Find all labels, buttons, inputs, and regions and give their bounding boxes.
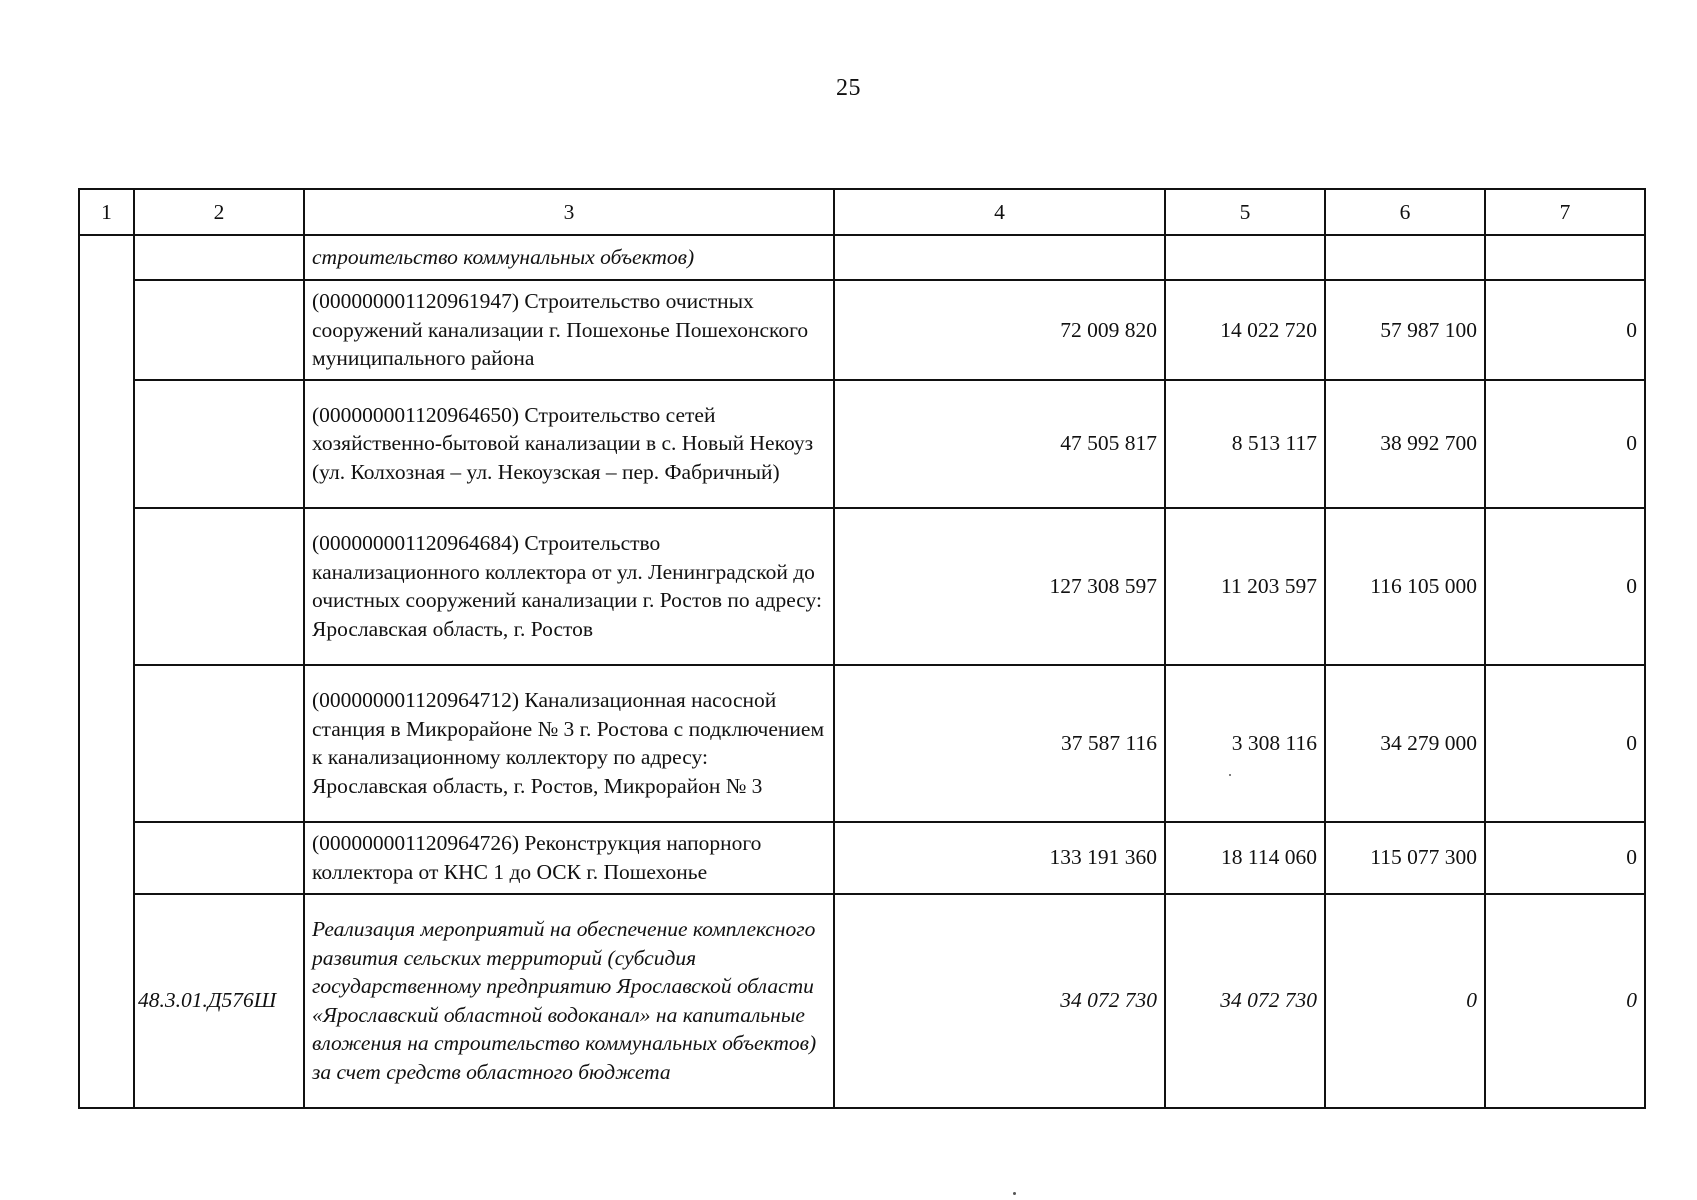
code-cell	[134, 508, 304, 665]
value-cell-5: 11 203 597	[1165, 508, 1325, 665]
column-header-2: 2	[134, 189, 304, 235]
value-cell-7: 0	[1485, 894, 1645, 1108]
total-cell: 34 072 730	[834, 894, 1165, 1108]
description-cell: (000000001120964650) Строительство сетей хозяйственно-бытовой канализации в с. Новый Некоуз (ул. Колхозная – ул. Некоузская – пер. Фабричный)	[304, 380, 834, 508]
value-cell-6: 115 077 300	[1325, 822, 1485, 894]
header-row	[79, 189, 1645, 235]
value-cell-7: 0	[1485, 280, 1645, 380]
description-cell: (000000001120961947) Строительство очистных сооружений канализации г. Пошехонье Пошехонского муниципального района	[304, 280, 834, 380]
value-cell-5: 34 072 730	[1165, 894, 1325, 1108]
column-header-6: 6	[1325, 189, 1485, 235]
value-cell-7: 0	[1485, 822, 1645, 894]
value-cell-6: 0	[1325, 894, 1485, 1108]
value-cell-5: 18 114 060	[1165, 822, 1325, 894]
column-header-1: 1	[79, 189, 134, 235]
value-cell-5	[1165, 235, 1325, 280]
table-row	[79, 665, 1645, 822]
value-cell-7: 0	[1485, 380, 1645, 508]
table-row	[79, 280, 1645, 380]
code-cell	[134, 822, 304, 894]
table-row	[79, 235, 1645, 280]
total-cell	[834, 235, 1165, 280]
description-cell: (000000001120964726) Реконструкция напорного коллектора от КНС 1 до ОСК г. Пошехонье	[304, 822, 834, 894]
description-cell: (000000001120964712) Канализационная насосной станция в Микрорайоне № 3 г. Ростова с подключением к канализационному коллектору по адресу: Ярославская область, г. Ростов, Микрорайон № 3	[304, 665, 834, 822]
scan-speck	[1229, 774, 1231, 776]
description-cell: Реализация мероприятий на обеспечение комплексного развития сельских территорий (субсидия государственному предприятию Ярославской области «Ярославский областной водоканал» на капитальные вложения на строительство коммунальных объектов) за счет средств областного бюджета	[304, 894, 834, 1108]
value-cell-6: 34 279 000	[1325, 665, 1485, 822]
value-cell-6: 38 992 700	[1325, 380, 1485, 508]
value-cell-6: 116 105 000	[1325, 508, 1485, 665]
value-cell-6	[1325, 235, 1485, 280]
column-header-5: 5	[1165, 189, 1325, 235]
scan-speck	[1013, 1192, 1016, 1195]
value-cell-5: 8 513 117	[1165, 380, 1325, 508]
code-cell	[134, 280, 304, 380]
table-row	[79, 894, 1645, 1108]
value-cell-5: 14 022 720	[1165, 280, 1325, 380]
value-cell-5: 3 308 116	[1165, 665, 1325, 822]
code-cell: 48.3.01.Д576Ш	[134, 894, 304, 1108]
code-cell	[134, 235, 304, 280]
value-cell-6: 57 987 100	[1325, 280, 1485, 380]
total-cell: 133 191 360	[834, 822, 1165, 894]
description-cell: (000000001120964684) Строительство канализационного коллектора от ул. Ленинградской до очистных сооружений канализации г. Ростов по адресу: Ярославская область, г. Ростов	[304, 508, 834, 665]
total-cell: 37 587 116	[834, 665, 1165, 822]
row-number-cell	[79, 235, 134, 1108]
code-cell	[134, 665, 304, 822]
description-cell: строительство коммунальных объектов)	[304, 235, 834, 280]
value-cell-7: 0	[1485, 665, 1645, 822]
column-header-3: 3	[304, 189, 834, 235]
total-cell: 127 308 597	[834, 508, 1165, 665]
code-cell	[134, 380, 304, 508]
table-row	[79, 822, 1645, 894]
total-cell: 72 009 820	[834, 280, 1165, 380]
value-cell-7	[1485, 235, 1645, 280]
budget-table	[78, 188, 1646, 1109]
column-header-7: 7	[1485, 189, 1645, 235]
page-number: 25	[836, 75, 861, 101]
value-cell-7: 0	[1485, 508, 1645, 665]
table-row	[79, 380, 1645, 508]
column-header-4: 4	[834, 189, 1165, 235]
table-row	[79, 508, 1645, 665]
total-cell: 47 505 817	[834, 380, 1165, 508]
